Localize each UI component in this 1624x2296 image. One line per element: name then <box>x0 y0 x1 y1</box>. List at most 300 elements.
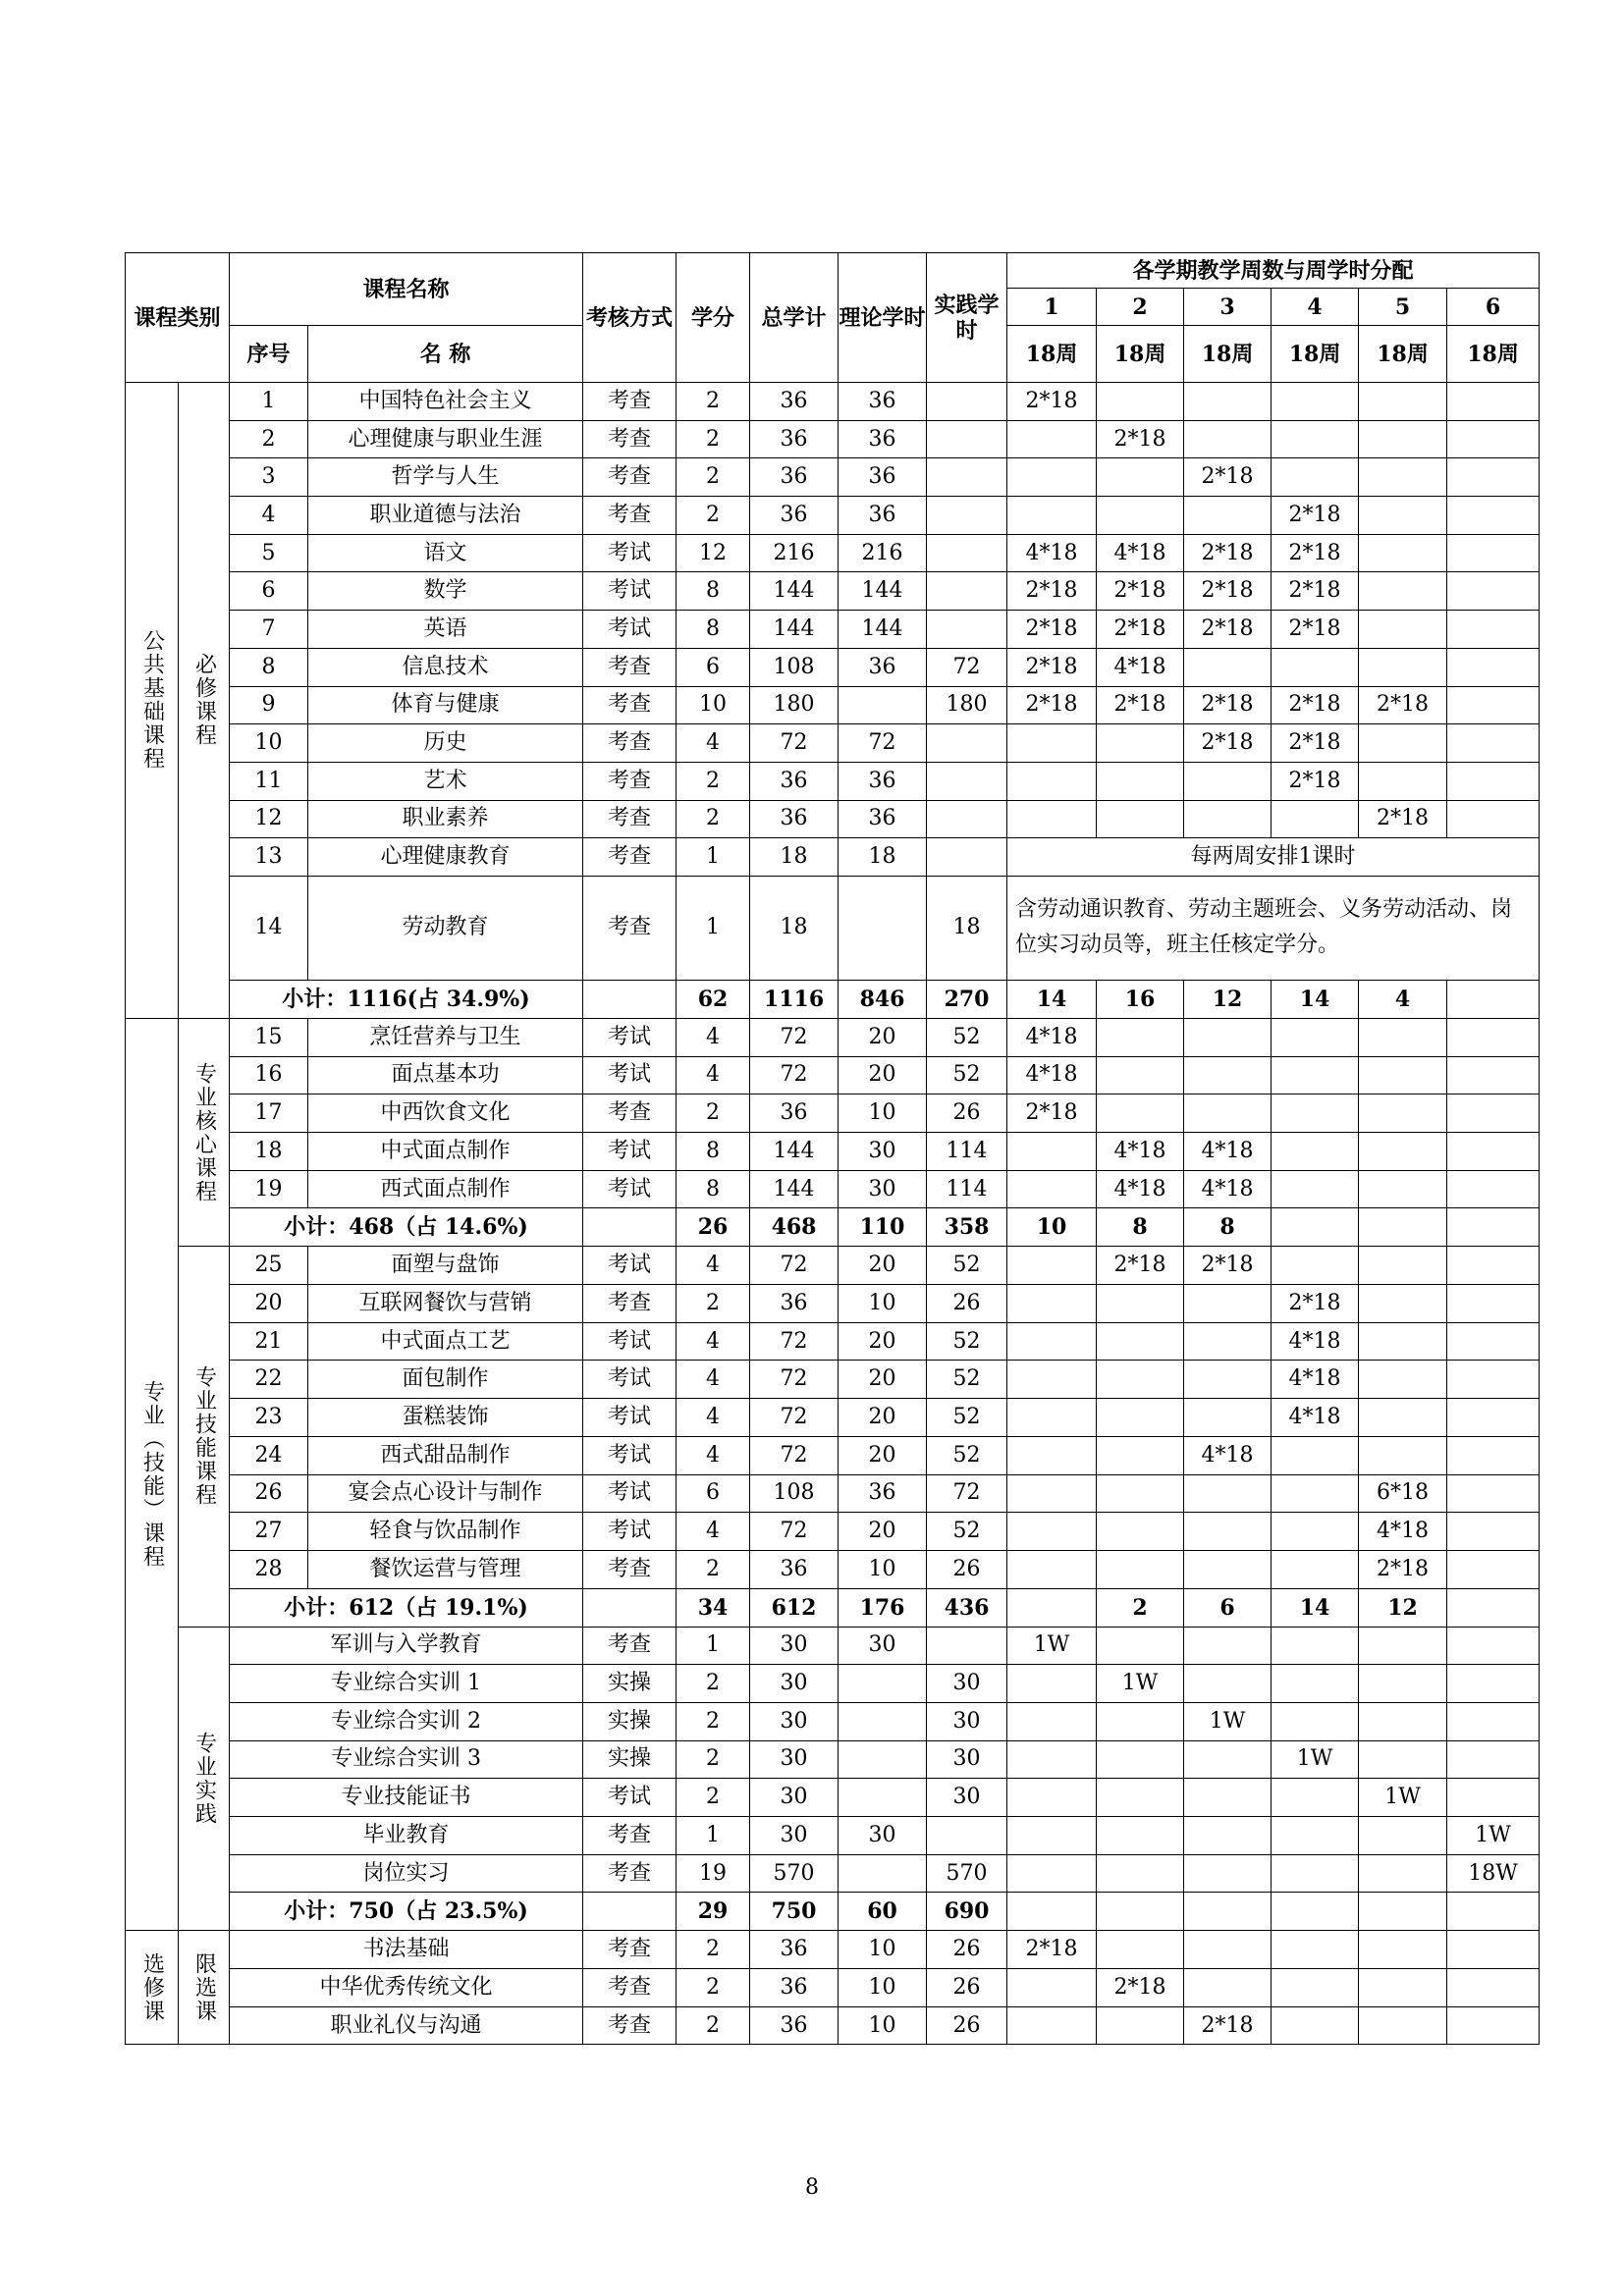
subtotal-theory-hours: 110 <box>839 1208 927 1247</box>
credit: 1 <box>677 838 750 877</box>
table-row <box>126 1399 1540 1437</box>
semester-4-cell: 2*18 <box>1272 497 1359 535</box>
exam-method: 考试 <box>583 1779 677 1817</box>
table-row <box>126 1436 1540 1474</box>
semester-5-cell <box>1359 2006 1447 2045</box>
table-row <box>126 1779 1540 1817</box>
total-hours: 570 <box>750 1854 839 1893</box>
semester-4-cell: 2*18 <box>1272 724 1359 763</box>
semester-2-cell <box>1097 458 1184 497</box>
semester-6-cell <box>1447 420 1540 458</box>
theory-hours: 20 <box>839 1399 927 1437</box>
course-seq: 21 <box>230 1322 308 1361</box>
semester-1-cell <box>1007 1322 1097 1361</box>
course-seq: 11 <box>230 762 308 800</box>
practice-hours: 30 <box>927 1740 1007 1779</box>
total-hours: 72 <box>750 1018 839 1056</box>
practice-hours: 30 <box>927 1702 1007 1740</box>
semester-2-cell <box>1097 1095 1184 1133</box>
total-hours: 144 <box>750 1170 839 1208</box>
practice-hours: 26 <box>927 2006 1007 2045</box>
semester-2-cell <box>1097 762 1184 800</box>
credit: 2 <box>677 420 750 458</box>
semester-5-cell <box>1359 458 1447 497</box>
theory-hours: 72 <box>839 724 927 763</box>
semester-1-cell <box>1007 1285 1097 1323</box>
subtotal-row <box>126 1893 1540 1931</box>
table-row <box>126 1247 1540 1285</box>
subtotal-semester-4: 14 <box>1272 980 1359 1018</box>
total-hours: 72 <box>750 1436 839 1474</box>
credit: 19 <box>677 1854 750 1893</box>
semester-3-cell <box>1184 1740 1272 1779</box>
semester-4-cell <box>1272 1969 1359 2007</box>
theory-hours: 144 <box>839 611 927 649</box>
semester-4-cell <box>1272 1474 1359 1513</box>
total-hours: 36 <box>750 1550 839 1588</box>
theory-hours: 20 <box>839 1056 927 1095</box>
semester-2-cell <box>1097 1550 1184 1588</box>
exam-method: 考试 <box>583 1513 677 1551</box>
semester-2-cell <box>1097 497 1184 535</box>
semester-5-cell: 1W <box>1359 1779 1447 1817</box>
course-name: 专业综合实训 2 <box>230 1702 583 1740</box>
theory-hours: 36 <box>839 383 927 421</box>
total-hours: 72 <box>750 1513 839 1551</box>
semester-1-cell: 2*18 <box>1007 1931 1097 1969</box>
course-name: 面塑与盘饰 <box>308 1247 583 1285</box>
theory-hours: 20 <box>839 1247 927 1285</box>
course-name: 烹饪营养与卫生 <box>308 1018 583 1056</box>
semester-1-cell: 2*18 <box>1007 611 1097 649</box>
exam-method: 考试 <box>583 1056 677 1095</box>
course-seq: 12 <box>230 800 308 838</box>
course-name: 历史 <box>308 724 583 763</box>
course-seq: 15 <box>230 1018 308 1056</box>
subtotal-semester-5 <box>1359 1208 1447 1247</box>
semester-5-cell <box>1359 1702 1447 1740</box>
semester-6-cell <box>1447 800 1540 838</box>
total-hours: 36 <box>750 2006 839 2045</box>
semester-5-cell <box>1359 1969 1447 2007</box>
theory-hours: 30 <box>839 1170 927 1208</box>
header-course-name: 课程名称 <box>230 253 583 326</box>
semester-6-cell: 1W <box>1447 1817 1540 1855</box>
practice-hours: 114 <box>927 1133 1007 1171</box>
course-seq: 25 <box>230 1247 308 1285</box>
semester-3-cell <box>1184 1322 1272 1361</box>
total-hours: 30 <box>750 1627 839 1665</box>
semester-1-cell: 2*18 <box>1007 648 1097 686</box>
credit: 6 <box>677 1474 750 1513</box>
exam-method: 考试 <box>583 1133 677 1171</box>
semester-1-cell: 4*18 <box>1007 534 1097 572</box>
semester-6-cell <box>1447 1095 1540 1133</box>
table-row <box>126 572 1540 611</box>
semester-1-cell <box>1007 724 1097 763</box>
semester-2-cell: 4*18 <box>1097 1133 1184 1171</box>
course-name: 岗位实习 <box>230 1854 583 1893</box>
course-name: 数学 <box>308 572 583 611</box>
course-name: 中式面点制作 <box>308 1133 583 1171</box>
semester-1-cell <box>1007 1399 1097 1437</box>
practice-hours <box>927 1627 1007 1665</box>
total-hours: 36 <box>750 1931 839 1969</box>
semester-6-cell <box>1447 497 1540 535</box>
theory-hours: 144 <box>839 572 927 611</box>
table-row <box>126 1170 1540 1208</box>
course-seq: 17 <box>230 1095 308 1133</box>
semester-3-cell <box>1184 383 1272 421</box>
semester-5-cell <box>1359 1170 1447 1208</box>
semester-2-cell: 4*18 <box>1097 648 1184 686</box>
semester-3-cell <box>1184 1931 1272 1969</box>
semester-2-cell <box>1097 1285 1184 1323</box>
semester-5-cell <box>1359 497 1447 535</box>
semester-3-cell <box>1184 1854 1272 1893</box>
semester-4-cell <box>1272 383 1359 421</box>
semester-3-cell <box>1184 648 1272 686</box>
table-row <box>126 1931 1540 1969</box>
semester-3-cell: 2*18 <box>1184 2006 1272 2045</box>
table-row <box>126 800 1540 838</box>
credit: 2 <box>677 497 750 535</box>
semester-4-cell <box>1272 1018 1359 1056</box>
course-name: 中华优秀传统文化 <box>230 1969 583 2007</box>
semester-3-cell <box>1184 497 1272 535</box>
subtotal-semester-4: 14 <box>1272 1588 1359 1627</box>
course-name: 宴会点心设计与制作 <box>308 1474 583 1513</box>
course-name: 面包制作 <box>308 1361 583 1399</box>
course-name: 轻食与饮品制作 <box>308 1513 583 1551</box>
course-seq: 3 <box>230 458 308 497</box>
theory-hours: 36 <box>839 497 927 535</box>
course-seq: 8 <box>230 648 308 686</box>
exam-method: 考查 <box>583 383 677 421</box>
course-name: 英语 <box>308 611 583 649</box>
schedule-note: 含劳动通识教育、劳动主题班会、义务劳动活动、岗位实习动员等，班主任核定学分。 <box>1007 876 1540 980</box>
table-row <box>126 1665 1540 1703</box>
semester-2-cell <box>1097 1056 1184 1095</box>
exam-method: 实操 <box>583 1665 677 1703</box>
total-hours: 30 <box>750 1779 839 1817</box>
page-number: 8 <box>805 2175 819 2200</box>
semester-4-cell <box>1272 1133 1359 1171</box>
semester-6-cell <box>1447 1665 1540 1703</box>
credit: 2 <box>677 383 750 421</box>
semester-1-cell <box>1007 1247 1097 1285</box>
course-seq: 9 <box>230 686 308 724</box>
practice-hours <box>927 458 1007 497</box>
semester-2-cell <box>1097 1322 1184 1361</box>
total-hours: 72 <box>750 724 839 763</box>
semester-1-cell <box>1007 458 1097 497</box>
exam-method: 考查 <box>583 420 677 458</box>
exam-method: 考试 <box>583 1474 677 1513</box>
semester-6-cell <box>1447 1513 1540 1551</box>
subtotal-semester-1 <box>1007 1893 1097 1931</box>
credit: 2 <box>677 1285 750 1323</box>
table-row <box>126 458 1540 497</box>
semester-4-cell: 2*18 <box>1272 572 1359 611</box>
theory-hours: 18 <box>839 838 927 877</box>
credit: 2 <box>677 800 750 838</box>
exam-method: 考查 <box>583 1550 677 1588</box>
total-hours: 18 <box>750 838 839 877</box>
subtotal-semester-5 <box>1359 1893 1447 1931</box>
credit: 12 <box>677 534 750 572</box>
practice-hours: 26 <box>927 1285 1007 1323</box>
header-weeks-5: 18周 <box>1359 326 1447 383</box>
semester-2-cell <box>1097 1740 1184 1779</box>
credit: 4 <box>677 1056 750 1095</box>
theory-hours <box>839 1779 927 1817</box>
semester-3-cell <box>1184 1779 1272 1817</box>
course-seq: 10 <box>230 724 308 763</box>
course-name: 体育与健康 <box>308 686 583 724</box>
theory-hours: 30 <box>839 1627 927 1665</box>
semester-1-cell: 2*18 <box>1007 572 1097 611</box>
semester-4-cell: 4*18 <box>1272 1399 1359 1437</box>
header-semester-2: 2 <box>1097 289 1184 326</box>
credit: 2 <box>677 762 750 800</box>
semester-4-cell: 2*18 <box>1272 534 1359 572</box>
course-name: 语文 <box>308 534 583 572</box>
semester-1-cell <box>1007 1817 1097 1855</box>
semester-1-cell: 2*18 <box>1007 686 1097 724</box>
total-hours: 180 <box>750 686 839 724</box>
exam-method: 考试 <box>583 534 677 572</box>
practice-hours <box>927 1817 1007 1855</box>
semester-1-cell: 2*18 <box>1007 1095 1097 1133</box>
semester-4-cell <box>1272 1550 1359 1588</box>
total-hours: 72 <box>750 1322 839 1361</box>
semester-5-cell <box>1359 724 1447 763</box>
semester-6-cell <box>1447 1361 1540 1399</box>
semester-6-cell <box>1447 1170 1540 1208</box>
credit: 1 <box>677 876 750 980</box>
exam-method: 考查 <box>583 458 677 497</box>
subtotal-total-hours: 1116 <box>750 980 839 1018</box>
semester-1-cell: 2*18 <box>1007 383 1097 421</box>
credit: 4 <box>677 1399 750 1437</box>
course-seq: 4 <box>230 497 308 535</box>
semester-6-cell <box>1447 686 1540 724</box>
course-seq: 2 <box>230 420 308 458</box>
header-semester-4: 4 <box>1272 289 1359 326</box>
semester-2-cell <box>1097 1361 1184 1399</box>
semester-5-cell <box>1359 1322 1447 1361</box>
table-row <box>126 1969 1540 2007</box>
exam-method: 考查 <box>583 1627 677 1665</box>
subtotal-credit: 62 <box>677 980 750 1018</box>
course-name: 西式面点制作 <box>308 1170 583 1208</box>
semester-3-cell: 4*18 <box>1184 1436 1272 1474</box>
exam-method: 考查 <box>583 1285 677 1323</box>
course-name: 互联网餐饮与营销 <box>308 1285 583 1323</box>
header-exam-method: 考核方式 <box>583 253 677 383</box>
section-category: 公共基础课程 <box>126 383 179 1019</box>
total-hours: 36 <box>750 1969 839 2007</box>
semester-4-cell <box>1272 420 1359 458</box>
semester-2-cell: 2*18 <box>1097 686 1184 724</box>
practice-hours: 52 <box>927 1018 1007 1056</box>
course-seq: 18 <box>230 1133 308 1171</box>
credit: 8 <box>677 1133 750 1171</box>
course-seq: 5 <box>230 534 308 572</box>
credit: 2 <box>677 1550 750 1588</box>
semester-4-cell <box>1272 1056 1359 1095</box>
subtotal-credit: 34 <box>677 1588 750 1627</box>
credit: 4 <box>677 1361 750 1399</box>
subtotal-semester-3: 8 <box>1184 1208 1272 1247</box>
semester-6-cell <box>1447 648 1540 686</box>
semester-2-cell <box>1097 1854 1184 1893</box>
exam-method: 考查 <box>583 648 677 686</box>
semester-4-cell <box>1272 1170 1359 1208</box>
theory-hours <box>839 1854 927 1893</box>
semester-1-cell <box>1007 1665 1097 1703</box>
subtotal-semester-1: 14 <box>1007 980 1097 1018</box>
course-seq: 23 <box>230 1399 308 1437</box>
course-name: 专业综合实训 3 <box>230 1740 583 1779</box>
practice-hours: 72 <box>927 648 1007 686</box>
semester-4-cell <box>1272 1854 1359 1893</box>
course-name: 中式面点工艺 <box>308 1322 583 1361</box>
theory-hours: 30 <box>839 1817 927 1855</box>
semester-4-cell <box>1272 1627 1359 1665</box>
semester-3-cell: 2*18 <box>1184 724 1272 763</box>
exam-method: 考查 <box>583 686 677 724</box>
exam-method: 考试 <box>583 1018 677 1056</box>
semester-4-cell <box>1272 458 1359 497</box>
table-row <box>126 1018 1540 1056</box>
header-weeks-4: 18周 <box>1272 326 1359 383</box>
header-semester-6: 6 <box>1447 289 1540 326</box>
total-hours: 108 <box>750 648 839 686</box>
semester-2-cell: 4*18 <box>1097 534 1184 572</box>
total-hours: 72 <box>750 1361 839 1399</box>
header-practice-hours: 实践学时 <box>927 253 1007 383</box>
exam-method: 考试 <box>583 1361 677 1399</box>
subtotal-label: 小计：468（占 14.6%) <box>230 1208 583 1247</box>
subtotal-row <box>126 980 1540 1018</box>
exam-method: 考试 <box>583 1436 677 1474</box>
semester-5-cell <box>1359 1436 1447 1474</box>
table-row <box>126 876 1540 980</box>
theory-hours: 36 <box>839 1474 927 1513</box>
table-row <box>126 611 1540 649</box>
semester-6-cell <box>1447 534 1540 572</box>
exam-method: 考查 <box>583 838 677 877</box>
header-theory-hours: 理论学时 <box>839 253 927 383</box>
table-row <box>126 762 1540 800</box>
semester-5-cell: 4*18 <box>1359 1513 1447 1551</box>
semester-3-cell <box>1184 1969 1272 2007</box>
table-row <box>126 648 1540 686</box>
subtotal-row <box>126 1588 1540 1627</box>
semester-6-cell <box>1447 383 1540 421</box>
course-name: 中国特色社会主义 <box>308 383 583 421</box>
practice-hours: 30 <box>927 1779 1007 1817</box>
header-category: 课程类别 <box>126 253 230 383</box>
semester-2-cell <box>1097 1513 1184 1551</box>
header-semester-3: 3 <box>1184 289 1272 326</box>
semester-1-cell <box>1007 762 1097 800</box>
semester-4-cell <box>1272 648 1359 686</box>
exam-method: 考查 <box>583 724 677 763</box>
semester-3-cell <box>1184 1627 1272 1665</box>
semester-3-cell <box>1184 1665 1272 1703</box>
semester-5-cell <box>1359 1285 1447 1323</box>
subtotal-credit: 26 <box>677 1208 750 1247</box>
semester-4-cell <box>1272 1513 1359 1551</box>
course-name: 劳动教育 <box>308 876 583 980</box>
subtotal-semester-4 <box>1272 1893 1359 1931</box>
total-hours: 36 <box>750 800 839 838</box>
theory-hours: 30 <box>839 1133 927 1171</box>
theory-hours: 20 <box>839 1322 927 1361</box>
semester-2-cell: 2*18 <box>1097 1247 1184 1285</box>
subtotal-theory-hours: 846 <box>839 980 927 1018</box>
schedule-note: 每两周安排1课时 <box>1007 838 1540 877</box>
semester-4-cell <box>1272 1779 1359 1817</box>
semester-6-cell <box>1447 1779 1540 1817</box>
table-row <box>126 1322 1540 1361</box>
semester-3-cell <box>1184 1513 1272 1551</box>
practice-hours: 30 <box>927 1665 1007 1703</box>
semester-5-cell <box>1359 611 1447 649</box>
semester-6-cell <box>1447 1969 1540 2007</box>
course-name: 心理健康与职业生涯 <box>308 420 583 458</box>
subtotal-semester-6 <box>1447 1893 1540 1931</box>
theory-hours: 10 <box>839 2006 927 2045</box>
section-category: 选修课 <box>126 1931 179 2045</box>
total-hours: 36 <box>750 458 839 497</box>
course-name: 信息技术 <box>308 648 583 686</box>
table-row <box>126 497 1540 535</box>
course-seq: 24 <box>230 1436 308 1474</box>
theory-hours: 36 <box>839 762 927 800</box>
practice-hours <box>927 497 1007 535</box>
semester-2-cell <box>1097 383 1184 421</box>
group-label: 专业实践 <box>179 1627 230 1931</box>
semester-5-cell <box>1359 1018 1447 1056</box>
subtotal-credit: 29 <box>677 1893 750 1931</box>
practice-hours: 26 <box>927 1969 1007 2007</box>
practice-hours <box>927 724 1007 763</box>
semester-1-cell <box>1007 1550 1097 1588</box>
subtotal-theory-hours: 60 <box>839 1893 927 1931</box>
subtotal-exam-empty <box>583 1208 677 1247</box>
subtotal-semester-2: 2 <box>1097 1588 1184 1627</box>
course-name: 心理健康教育 <box>308 838 583 877</box>
semester-2-cell <box>1097 1627 1184 1665</box>
table-row <box>126 838 1540 877</box>
total-hours: 36 <box>750 383 839 421</box>
semester-1-cell <box>1007 1779 1097 1817</box>
subtotal-semester-5: 12 <box>1359 1588 1447 1627</box>
semester-2-cell <box>1097 1018 1184 1056</box>
course-seq: 1 <box>230 383 308 421</box>
semester-4-cell: 2*18 <box>1272 686 1359 724</box>
semester-6-cell <box>1447 1474 1540 1513</box>
credit: 8 <box>677 1170 750 1208</box>
semester-6-cell <box>1447 1627 1540 1665</box>
header-total-hours: 总学计 <box>750 253 839 383</box>
semester-5-cell <box>1359 1399 1447 1437</box>
credit: 10 <box>677 686 750 724</box>
